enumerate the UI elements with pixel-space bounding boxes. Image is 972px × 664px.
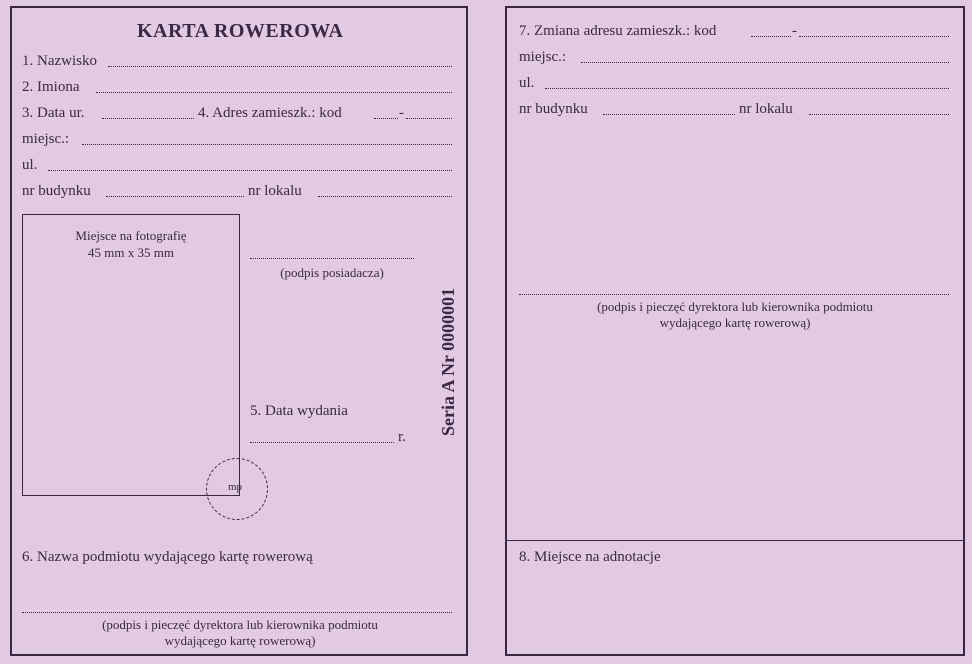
owner-signature-line[interactable]	[250, 258, 414, 259]
new-street-field[interactable]	[545, 88, 949, 89]
apartment-number-label: nr lokalu	[248, 183, 302, 199]
building-number-field[interactable]	[106, 196, 244, 197]
annotations-label: 8. Miejsce na adnotacje	[519, 549, 661, 565]
street-label: ul.	[22, 157, 38, 173]
building-number-label: nr budynku	[22, 183, 91, 199]
issue-date-suffix: r.	[398, 429, 406, 445]
serial-number: Seria A Nr 0000001	[438, 287, 458, 436]
new-building-number-label: nr budynku	[519, 101, 588, 117]
issuer-name-label: 6. Nazwa podmiotu wydającego kartę rowerową	[22, 549, 313, 565]
card-back-panel	[505, 6, 965, 656]
postal-code-part1[interactable]	[374, 118, 398, 119]
address-change-signature-caption-line1: (podpis i pieczęć dyrektora lub kierownika podmiotu	[597, 299, 873, 314]
postal-code-dash: -	[399, 105, 404, 121]
address-code-label: 4. Adres zamieszk.: kod	[198, 105, 342, 121]
city-label: miejsc.:	[22, 131, 70, 147]
owner-signature-caption: (podpis posiadacza)	[280, 265, 384, 280]
postal-code-part2[interactable]	[406, 118, 452, 119]
apartment-number-field[interactable]	[318, 196, 452, 197]
address-change-signature-line[interactable]	[519, 294, 949, 295]
new-building-number-field[interactable]	[603, 114, 735, 115]
photo-caption-line1: Miejsce na fotografię	[75, 228, 187, 243]
issue-date-label: 5. Data wydania	[250, 403, 348, 419]
new-city-field[interactable]	[581, 62, 949, 63]
first-names-field[interactable]	[96, 92, 452, 93]
issuer-signature-caption-line1: (podpis i pieczęć dyrektora lub kierownika podmiotu	[102, 617, 378, 632]
address-change-code-part2[interactable]	[799, 36, 949, 37]
new-apartment-number-field[interactable]	[809, 114, 949, 115]
birth-date-label: 3. Data ur.	[22, 105, 85, 121]
issuer-signature-caption-line2: wydającego kartę rowerową)	[164, 633, 316, 648]
issue-date-field[interactable]	[250, 442, 394, 443]
stamp-mp-label: mp	[228, 481, 243, 493]
section-divider	[507, 540, 963, 541]
photo-caption-line2: 45 mm x 35 mm	[88, 245, 174, 260]
address-change-label: 7. Zmiana adresu zamieszk.: kod	[519, 23, 717, 39]
new-street-label: ul.	[519, 75, 535, 91]
issuer-signature-line[interactable]	[22, 612, 452, 613]
birth-date-field[interactable]	[102, 118, 194, 119]
city-field[interactable]	[82, 144, 452, 145]
address-change-code-part1[interactable]	[751, 36, 791, 37]
surname-label: 1. Nazwisko	[22, 53, 97, 69]
first-names-label: 2. Imiona	[22, 79, 80, 95]
surname-field[interactable]	[108, 66, 452, 67]
new-apartment-number-label: nr lokalu	[739, 101, 793, 117]
new-city-label: miejsc.:	[519, 49, 567, 65]
address-change-code-dash: -	[792, 23, 797, 39]
photo-box	[22, 214, 243, 496]
street-field[interactable]	[48, 170, 452, 171]
card-front-panel	[10, 6, 468, 656]
card-title: KARTA ROWEROWA	[137, 20, 344, 42]
address-change-signature-caption-line2: wydającego kartę rowerową)	[659, 315, 811, 330]
